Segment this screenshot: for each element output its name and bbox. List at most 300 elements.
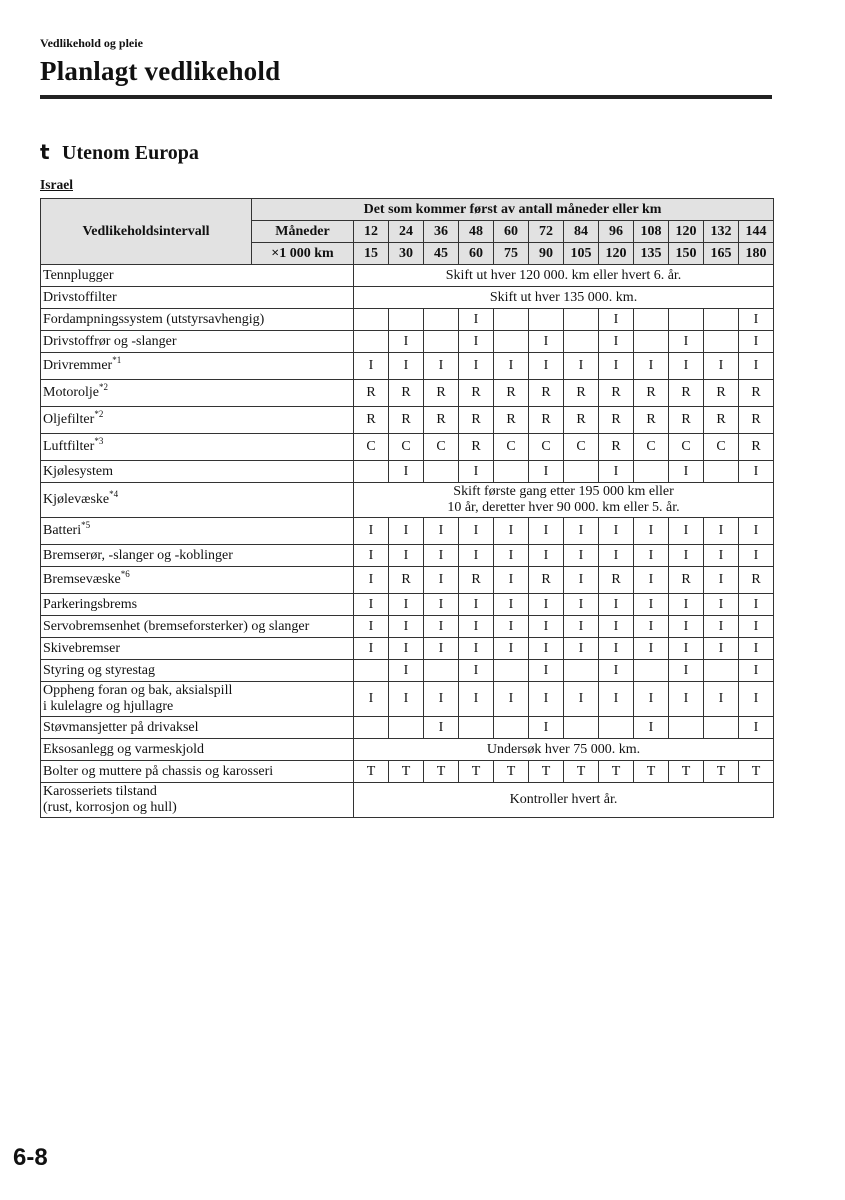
months-header-cell: 72 (529, 221, 564, 243)
schedule-cell: R (529, 407, 564, 434)
schedule-cell: I (424, 638, 459, 660)
schedule-cell: I (354, 682, 389, 717)
schedule-cell: I (669, 594, 704, 616)
schedule-cell (354, 461, 389, 483)
row-item-label (41, 265, 354, 287)
schedule-cell: I (634, 567, 669, 594)
schedule-cell (669, 717, 704, 739)
months-label: Måneder (252, 221, 354, 243)
table-row (41, 407, 774, 434)
schedule-cell: I (564, 567, 599, 594)
bullet-marker-icon: t (40, 140, 50, 164)
schedule-span-cell: Skift ut hver 135 000. km. (354, 287, 774, 309)
schedule-cell: R (564, 380, 599, 407)
schedule-cell: I (704, 545, 739, 567)
schedule-cell: I (529, 353, 564, 380)
schedule-cell: I (634, 594, 669, 616)
schedule-cell: I (704, 682, 739, 717)
schedule-cell: R (529, 380, 564, 407)
row-item-line: Karosseriets tilstand (43, 784, 157, 799)
row-item-label (41, 682, 354, 717)
schedule-cell: I (634, 717, 669, 739)
schedule-cell: R (564, 407, 599, 434)
page-number: 6-8 (13, 1144, 48, 1171)
schedule-cell (564, 660, 599, 682)
km-header-cell: 120 (599, 243, 634, 265)
schedule-cell (494, 717, 529, 739)
row-item-text: Servobremsenhet (bremseforsterker) og slanger (43, 618, 310, 634)
schedule-cell: R (669, 380, 704, 407)
schedule-cell: I (599, 682, 634, 717)
months-header-cell: 120 (669, 221, 704, 243)
schedule-cell: I (354, 638, 389, 660)
row-item-text: Parkeringsbrems (43, 596, 138, 612)
schedule-cell: C (424, 434, 459, 461)
row-item-label (41, 761, 354, 783)
schedule-cell: R (389, 380, 424, 407)
schedule-cell: I (669, 682, 704, 717)
schedule-cell (564, 461, 599, 483)
schedule-cell: I (494, 545, 529, 567)
schedule-cell: R (389, 567, 424, 594)
schedule-cell: C (389, 434, 424, 461)
schedule-cell: T (354, 761, 389, 783)
row-item-label (41, 739, 354, 761)
schedule-cell: I (389, 594, 424, 616)
schedule-cell (634, 309, 669, 331)
schedule-cell: I (669, 638, 704, 660)
subheading-text: Utenom Europa (62, 142, 199, 164)
row-item-label (41, 434, 354, 461)
row-item-label (41, 287, 354, 309)
schedule-cell: T (599, 761, 634, 783)
maintenance-schedule-table (40, 198, 774, 818)
schedule-cell: I (704, 567, 739, 594)
schedule-cell: R (599, 380, 634, 407)
schedule-cell: R (739, 434, 774, 461)
table-row (41, 287, 774, 309)
table-row (41, 331, 774, 353)
row-item-text: Motorolje (43, 385, 99, 400)
schedule-cell: I (634, 682, 669, 717)
table-row (41, 616, 774, 638)
schedule-cell: I (424, 518, 459, 545)
schedule-cell: R (634, 380, 669, 407)
schedule-cell: I (704, 353, 739, 380)
months-header-cell: 36 (424, 221, 459, 243)
schedule-cell: R (424, 380, 459, 407)
schedule-cell: I (529, 461, 564, 483)
row-item-label (41, 380, 354, 407)
schedule-cell: I (529, 518, 564, 545)
row-item-text: Skivebremser (43, 640, 120, 656)
months-header-cell: 108 (634, 221, 669, 243)
schedule-cell: I (669, 660, 704, 682)
row-item-label (41, 638, 354, 660)
schedule-cell: I (599, 353, 634, 380)
schedule-cell: I (704, 594, 739, 616)
schedule-cell: R (529, 567, 564, 594)
schedule-cell: I (494, 594, 529, 616)
schedule-cell (494, 660, 529, 682)
schedule-cell (354, 309, 389, 331)
schedule-cell: R (459, 407, 494, 434)
schedule-cell: I (564, 638, 599, 660)
schedule-cell: I (739, 660, 774, 682)
row-item-text: Kjølevæske (43, 492, 110, 507)
schedule-cell: I (739, 717, 774, 739)
km-header-cell: 180 (739, 243, 774, 265)
schedule-cell: I (424, 682, 459, 717)
schedule-cell: I (389, 353, 424, 380)
schedule-cell: I (564, 682, 599, 717)
schedule-cell (669, 309, 704, 331)
table-row (41, 309, 774, 331)
table-row (41, 567, 774, 594)
schedule-cell: I (389, 638, 424, 660)
schedule-cell: I (424, 594, 459, 616)
schedule-cell: R (424, 407, 459, 434)
schedule-cell: I (529, 682, 564, 717)
schedule-cell: I (354, 518, 389, 545)
schedule-cell: I (354, 545, 389, 567)
schedule-cell: I (739, 616, 774, 638)
schedule-cell: R (669, 407, 704, 434)
row-item-label (41, 594, 354, 616)
schedule-cell: I (494, 353, 529, 380)
row-item-text: Støvmansjetter på drivaksel (43, 719, 199, 735)
schedule-span-cell: Skift ut hver 120 000. km eller hvert 6. år. (354, 265, 774, 287)
row-item-text: Drivremmer (43, 358, 113, 373)
km-header-cell: 135 (634, 243, 669, 265)
footnote-marker: *4 (109, 489, 119, 499)
table-row (41, 739, 774, 761)
schedule-cell: R (459, 434, 494, 461)
schedule-cell: R (704, 407, 739, 434)
table-row (41, 783, 774, 818)
schedule-cell: C (669, 434, 704, 461)
table-row (41, 638, 774, 660)
months-header-cell: 60 (494, 221, 529, 243)
schedule-cell: I (669, 331, 704, 353)
schedule-cell: I (739, 518, 774, 545)
row-item-label (41, 407, 354, 434)
schedule-cell: I (669, 461, 704, 483)
schedule-cell: I (459, 594, 494, 616)
schedule-cell: I (634, 638, 669, 660)
row-item-label (41, 545, 354, 567)
schedule-cell: I (739, 594, 774, 616)
schedule-cell: I (354, 353, 389, 380)
schedule-cell: R (704, 380, 739, 407)
km-header-cell: 30 (389, 243, 424, 265)
schedule-cell: I (459, 616, 494, 638)
title-divider (40, 95, 772, 99)
months-header-cell: 84 (564, 221, 599, 243)
footnote-marker: *5 (81, 520, 91, 530)
schedule-cell: I (529, 717, 564, 739)
schedule-cell: I (529, 638, 564, 660)
schedule-cell: I (739, 545, 774, 567)
schedule-cell: I (634, 353, 669, 380)
footnote-marker: *6 (120, 569, 130, 579)
schedule-cell: I (704, 638, 739, 660)
schedule-cell: I (389, 331, 424, 353)
schedule-cell: I (599, 309, 634, 331)
table-row (41, 461, 774, 483)
schedule-cell: I (564, 545, 599, 567)
table-row (41, 761, 774, 783)
months-header-cell: 12 (354, 221, 389, 243)
span-line: 10 år, deretter hver 90 000. km eller 5. år. (447, 500, 680, 515)
schedule-cell: R (354, 407, 389, 434)
schedule-cell: R (599, 567, 634, 594)
schedule-cell: R (494, 380, 529, 407)
months-header-cell: 96 (599, 221, 634, 243)
schedule-cell: I (599, 616, 634, 638)
schedule-cell: C (564, 434, 599, 461)
schedule-cell: I (564, 518, 599, 545)
schedule-cell (389, 717, 424, 739)
schedule-cell (494, 461, 529, 483)
schedule-cell: I (494, 567, 529, 594)
schedule-cell: T (459, 761, 494, 783)
table-row (41, 660, 774, 682)
schedule-cell: I (494, 616, 529, 638)
schedule-cell: R (389, 407, 424, 434)
row-item-line: (rust, korrosjon og hull) (43, 800, 177, 815)
schedule-cell (704, 331, 739, 353)
table-row (41, 594, 774, 616)
schedule-cell: I (739, 309, 774, 331)
row-item-text: Tennplugger (43, 267, 114, 283)
row-item-text: Drivstoffilter (43, 289, 117, 305)
schedule-cell (424, 309, 459, 331)
row-item-label (41, 518, 354, 545)
km-label: ×1 000 km (252, 243, 354, 265)
schedule-span-cell (354, 483, 774, 518)
schedule-cell: I (424, 567, 459, 594)
schedule-cell: R (599, 407, 634, 434)
row-item-text: Styring og styrestag (43, 662, 155, 678)
row-item-label (41, 660, 354, 682)
schedule-cell: I (494, 518, 529, 545)
schedule-cell: I (389, 616, 424, 638)
schedule-cell: I (459, 545, 494, 567)
section-label: Vedlikehold og pleie (40, 36, 143, 50)
schedule-cell: R (739, 407, 774, 434)
schedule-cell (634, 331, 669, 353)
schedule-cell: I (599, 594, 634, 616)
km-header-cell: 60 (459, 243, 494, 265)
schedule-cell: I (599, 638, 634, 660)
schedule-cell: I (669, 616, 704, 638)
table-row (41, 265, 774, 287)
schedule-cell: I (354, 594, 389, 616)
schedule-cell: I (494, 682, 529, 717)
row-item-label (41, 783, 354, 818)
footnote-marker: *2 (99, 382, 108, 392)
interval-header: Vedlikeholdsintervall (41, 199, 252, 265)
schedule-cell: I (424, 353, 459, 380)
schedule-cell: T (739, 761, 774, 783)
schedule-span-cell: Undersøk hver 75 000. km. (354, 739, 774, 761)
footnote-marker: *1 (112, 355, 122, 365)
km-header-cell: 75 (494, 243, 529, 265)
row-item-text: Batteri (43, 523, 82, 538)
schedule-cell: C (354, 434, 389, 461)
km-header-cell: 90 (529, 243, 564, 265)
schedule-cell: T (529, 761, 564, 783)
schedule-cell: I (739, 331, 774, 353)
schedule-cell: I (459, 682, 494, 717)
schedule-cell (494, 331, 529, 353)
schedule-cell: R (354, 380, 389, 407)
schedule-cell (564, 717, 599, 739)
table-row (41, 682, 774, 717)
schedule-cell (634, 461, 669, 483)
schedule-cell: T (389, 761, 424, 783)
schedule-cell (494, 309, 529, 331)
schedule-cell: I (739, 461, 774, 483)
schedule-cell: I (529, 545, 564, 567)
months-header-cell: 24 (389, 221, 424, 243)
schedule-cell: C (634, 434, 669, 461)
schedule-cell (424, 331, 459, 353)
km-header-cell: 105 (564, 243, 599, 265)
schedule-cell: I (354, 616, 389, 638)
schedule-cell: I (669, 545, 704, 567)
schedule-cell (354, 717, 389, 739)
km-header-cell: 165 (704, 243, 739, 265)
table-row (41, 545, 774, 567)
schedule-cell: I (389, 545, 424, 567)
schedule-cell (354, 660, 389, 682)
row-item-text: Fordampningssystem (utstyrsavhengig) (43, 311, 265, 327)
schedule-cell (354, 331, 389, 353)
schedule-cell: I (669, 353, 704, 380)
schedule-cell (564, 309, 599, 331)
schedule-cell (704, 660, 739, 682)
table-row (41, 717, 774, 739)
schedule-cell: T (494, 761, 529, 783)
schedule-cell: R (459, 567, 494, 594)
subheading (40, 140, 199, 165)
schedule-cell (424, 461, 459, 483)
schedule-cell: I (459, 309, 494, 331)
schedule-cell: I (599, 518, 634, 545)
schedule-cell: I (389, 660, 424, 682)
months-header-cell: 144 (739, 221, 774, 243)
table-row (41, 434, 774, 461)
row-item-text: Bolter og muttere på chassis og karosseri (43, 763, 274, 779)
schedule-cell: I (529, 660, 564, 682)
schedule-cell (599, 717, 634, 739)
schedule-cell: I (424, 545, 459, 567)
schedule-cell (459, 717, 494, 739)
schedule-cell (634, 660, 669, 682)
row-item-label (41, 616, 354, 638)
schedule-cell: I (494, 638, 529, 660)
span-line: Skift første gang etter 195 000 km eller (453, 484, 674, 499)
schedule-cell: I (599, 331, 634, 353)
schedule-cell: I (529, 594, 564, 616)
schedule-cell: I (704, 518, 739, 545)
schedule-cell: I (634, 518, 669, 545)
row-item-text: Bremserør, -slanger og -koblinger (43, 547, 233, 563)
row-item-text: Eksosanlegg og varmeskjold (43, 741, 204, 757)
schedule-cell: I (599, 545, 634, 567)
table-row (41, 483, 774, 518)
schedule-cell: R (494, 407, 529, 434)
schedule-cell: R (739, 380, 774, 407)
schedule-cell: I (739, 682, 774, 717)
schedule-cell: I (739, 638, 774, 660)
schedule-cell: I (354, 567, 389, 594)
km-header-cell: 15 (354, 243, 389, 265)
schedule-cell: I (634, 616, 669, 638)
schedule-cell: I (389, 461, 424, 483)
schedule-cell (704, 461, 739, 483)
schedule-span-cell: Kontroller hvert år. (354, 783, 774, 818)
schedule-cell: T (634, 761, 669, 783)
schedule-cell: T (669, 761, 704, 783)
schedule-cell: I (634, 545, 669, 567)
schedule-cell (704, 309, 739, 331)
row-item-label (41, 461, 354, 483)
schedule-cell: I (424, 717, 459, 739)
row-item-text: Oljefilter (43, 412, 95, 427)
row-item-label (41, 331, 354, 353)
schedule-cell (389, 309, 424, 331)
schedule-cell: I (459, 638, 494, 660)
schedule-cell: R (669, 567, 704, 594)
row-item-text: Drivstoffrør og -slanger (43, 333, 177, 349)
row-item-label (41, 717, 354, 739)
row-item-label (41, 567, 354, 594)
row-item-label (41, 309, 354, 331)
row-item-label (41, 483, 354, 518)
schedule-cell: I (599, 461, 634, 483)
schedule-cell: C (529, 434, 564, 461)
km-header-cell: 150 (669, 243, 704, 265)
region-label: Israel (40, 177, 73, 192)
schedule-cell: I (459, 660, 494, 682)
schedule-cell: I (529, 616, 564, 638)
schedule-cell: R (739, 567, 774, 594)
schedule-cell: I (599, 660, 634, 682)
schedule-cell: C (494, 434, 529, 461)
table-row (41, 518, 774, 545)
table-row (41, 380, 774, 407)
schedule-cell: I (459, 353, 494, 380)
top-header: Det som kommer først av antall måneder eller km (252, 199, 774, 221)
row-item-text: Bremsevæske (43, 572, 121, 587)
schedule-cell: I (459, 461, 494, 483)
schedule-cell: I (424, 616, 459, 638)
schedule-cell (564, 331, 599, 353)
schedule-cell (424, 660, 459, 682)
km-header-cell: 45 (424, 243, 459, 265)
row-item-text: Luftfilter (43, 439, 95, 454)
schedule-cell (704, 717, 739, 739)
schedule-cell: I (739, 353, 774, 380)
schedule-cell: I (564, 616, 599, 638)
row-item-text: Kjølesystem (43, 463, 113, 479)
schedule-cell: I (704, 616, 739, 638)
footnote-marker: *3 (94, 436, 104, 446)
page-title: Planlagt vedlikehold (40, 56, 281, 86)
